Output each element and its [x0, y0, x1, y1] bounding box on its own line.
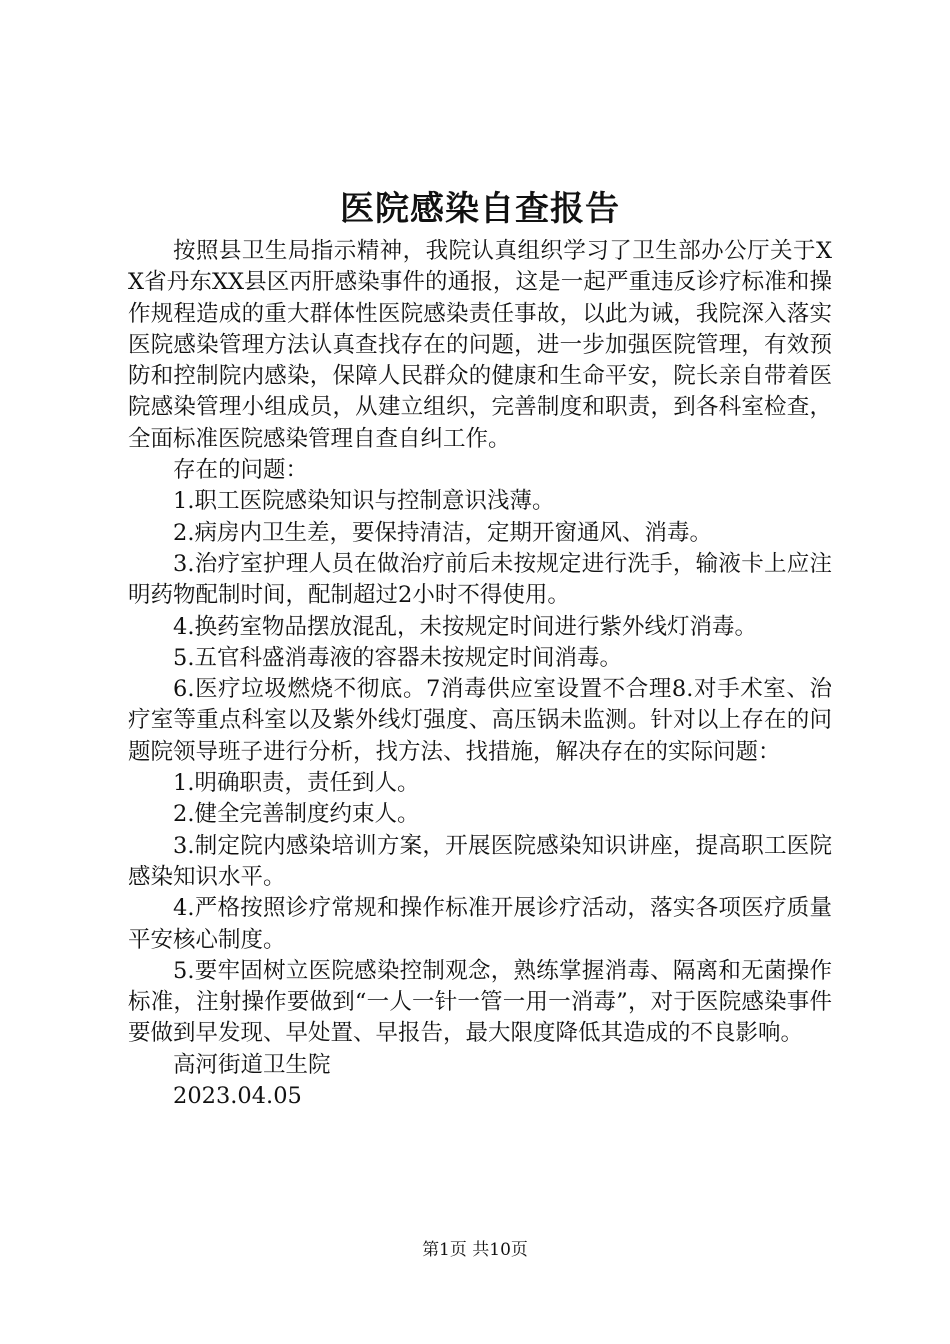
page-indicator: 第1页 共10页 — [422, 1240, 528, 1260]
document-page — [128, 182, 832, 1112]
body-paragraph: 2.健全完善制度约束人。 — [173, 801, 420, 828]
body-paragraph: 3.制定院内感染培训方案，开展医院感染知识讲座，提高职工医院感染知识水平。 — [128, 832, 832, 890]
body-paragraph: 5.要牢固树立医院感染控制观念，熟练掌握消毒、隔离和无菌操作标准，注射操作要做到“一人一针一管一用一消毒”，对于医院感染事件要做到早发现、早处置、早报告，最大限度降低其造成的不良影响。 — [128, 957, 832, 1047]
body-paragraph: 按照县卫生局指示精神，我院认真组织学习了卫生部办公厅关于XX省丹东XX县区丙肝感染事件的通报，这是一起严重违反诊疗标准和操作规程造成的重大群体性医院感染责任事故，以此为诫，我院深入落实医院感染管理方法认真查找存在的问题，进一步加强医院管理，有效预防和控制院内感染，保障人民群众的健康和生命平安，院长亲自带着医院感染管理小组成员，从建立组织，完善制度和职责，到各科室检查，全面标准医院感染管理自查自纠工作。 — [128, 238, 832, 452]
body-paragraph: 2.病房内卫生差，要保持清洁，定期开窗通风、消毒。 — [173, 519, 712, 546]
body-paragraph: 存在的问题： — [173, 457, 309, 484]
signature-date: 2023.04.05 — [173, 1083, 302, 1110]
body-paragraph: 1.职工医院感染知识与控制意识浅薄。 — [173, 488, 555, 515]
body-paragraph: 5.五官科盛消毒液的容器未按规定时间消毒。 — [173, 644, 622, 671]
body-paragraph: 4.换药室物品摆放混乱，未按规定时间进行紫外线灯消毒。 — [173, 613, 757, 640]
document-title: 医院感染自查报告 — [340, 189, 620, 229]
body-paragraph: 1.明确职责，责任到人。 — [173, 770, 420, 797]
signature-organization: 高河街道卫生院 — [173, 1051, 331, 1078]
document-body — [128, 236, 832, 1112]
body-paragraph: 3.治疗室护理人员在做治疗前后未按规定进行洗手，输液卡上应注明药物配制时间，配制超过2小时不得使用。 — [128, 550, 832, 609]
body-paragraph: 4.严格按照诊疗常规和操作标准开展诊疗活动，落实各项医疗质量平安核心制度。 — [128, 895, 832, 953]
page-footer — [0, 1238, 950, 1262]
body-paragraph: 6.医疗垃圾燃烧不彻底。7消毒供应室设置不合理8.对手术室、治疗室等重点科室以及紫外线灯强度、高压锅未监测。针对以上存在的问题院领导班子进行分析，找方法、找措施，解决存在的实际问题： — [128, 676, 832, 765]
